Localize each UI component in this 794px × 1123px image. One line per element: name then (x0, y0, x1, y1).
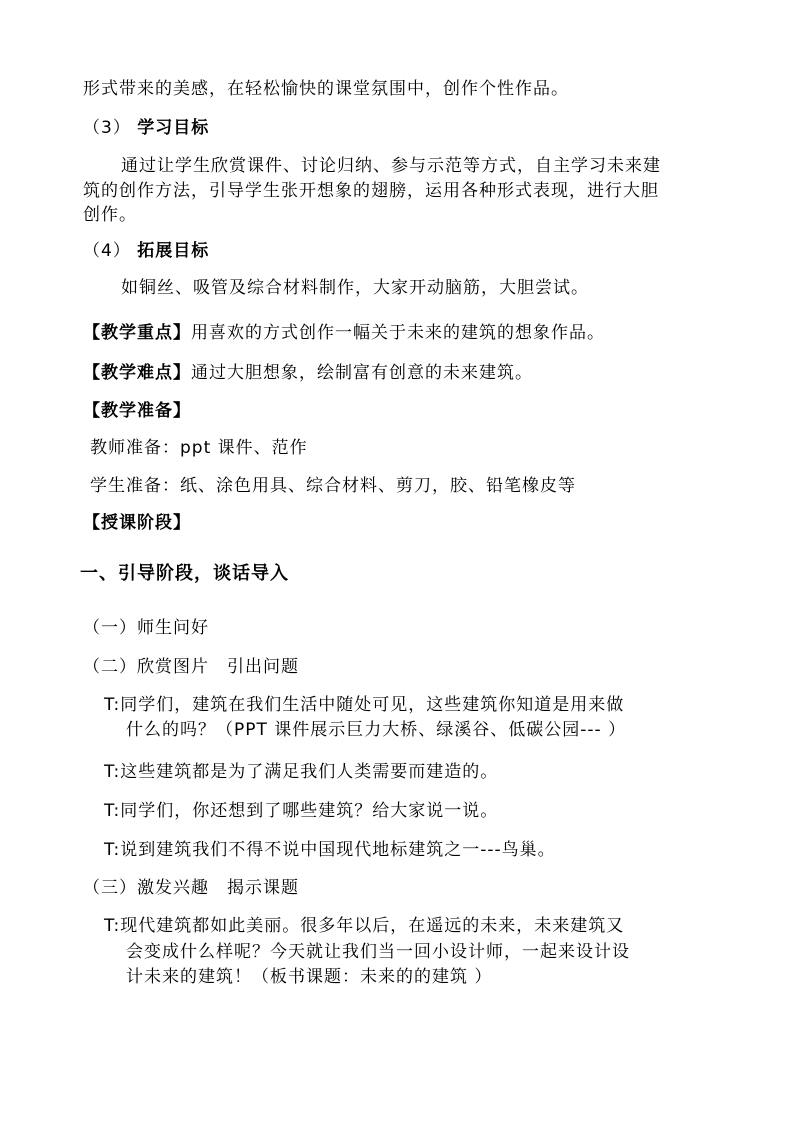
dialogue-line: T:同学们，你还想到了哪些建筑？给大家说一说。 (104, 801, 499, 821)
paragraph-line: 通过让学生欣赏课件、讨论归纳、参与示范等方式，自主学习未来建 (121, 156, 661, 176)
bracket-label: 【教学难点】 (83, 363, 191, 383)
paragraph-line: 创作。 (83, 205, 137, 225)
paragraph-line: 如铜丝、吸管及综合材料制作，大家开动脑筋，大胆尝试。 (121, 278, 589, 298)
sub-heading: （三）激发兴趣 揭示课题 (83, 878, 299, 898)
section-number: （4） (83, 241, 131, 261)
section-number: （3） (83, 118, 131, 138)
section-heading-extension-goals (83, 240, 209, 262)
section-title: 拓展目标 (137, 241, 210, 261)
stage-heading: 一、引导阶段，谈话导入 (80, 563, 289, 584)
section-heading-learning-goals (83, 117, 209, 139)
teacher-preparation: 教师准备：ppt 课件、范作 (90, 438, 308, 458)
paragraph-line: 筑的创作方法，引导学生张开想象的翅膀，运用各种形式表现，进行大胆 (83, 181, 659, 201)
paragraph-line: 形式带来的美感，在轻松愉快的课堂氛围中，创作个性作品。 (83, 79, 569, 99)
student-preparation: 学生准备：纸、涂色用具、综合材料、剪刀，胶、铅笔橡皮等 (90, 476, 576, 496)
bracket-label: 【教学重点】 (83, 323, 191, 343)
dialogue-line: T:说到建筑我们不得不说中国现代地标建筑之一---鸟巢。 (104, 840, 556, 860)
teaching-difficulty (83, 362, 533, 384)
label-text: 用喜欢的方式创作一幅关于未来的建筑的想象作品。 (191, 323, 605, 343)
sub-heading: （二）欣赏图片 引出问题 (83, 657, 299, 677)
dialogue-line: 会变成什么样呢？今天就让我们当一回小设计师，一起来设计设 (126, 942, 630, 962)
dialogue-line: 什么的吗？（PPT 课件展示巨力大桥、绿溪谷、低碳公园--- ） (126, 720, 627, 740)
dialogue-line: T:这些建筑都是为了满足我们人类需要而建造的。 (104, 762, 499, 782)
teaching-preparation-label: 【教学准备】 (83, 401, 191, 421)
teaching-focus (83, 322, 605, 344)
lesson-stage-label: 【授课阶段】 (83, 513, 191, 533)
label-text: 通过大胆想象，绘制富有创意的未来建筑。 (191, 363, 533, 383)
dialogue-line: T:现代建筑都如此美丽。很多年以后，在遥远的未来，未来建筑又 (104, 916, 625, 936)
dialogue-line: T:同学们，建筑在我们生活中随处可见，这些建筑你知道是用来做 (104, 695, 625, 715)
sub-heading: （一）师生问好 (83, 618, 209, 638)
dialogue-line: 计未来的建筑！（板书课题：未来的的建筑 ） (126, 967, 493, 987)
section-title: 学习目标 (137, 118, 210, 138)
